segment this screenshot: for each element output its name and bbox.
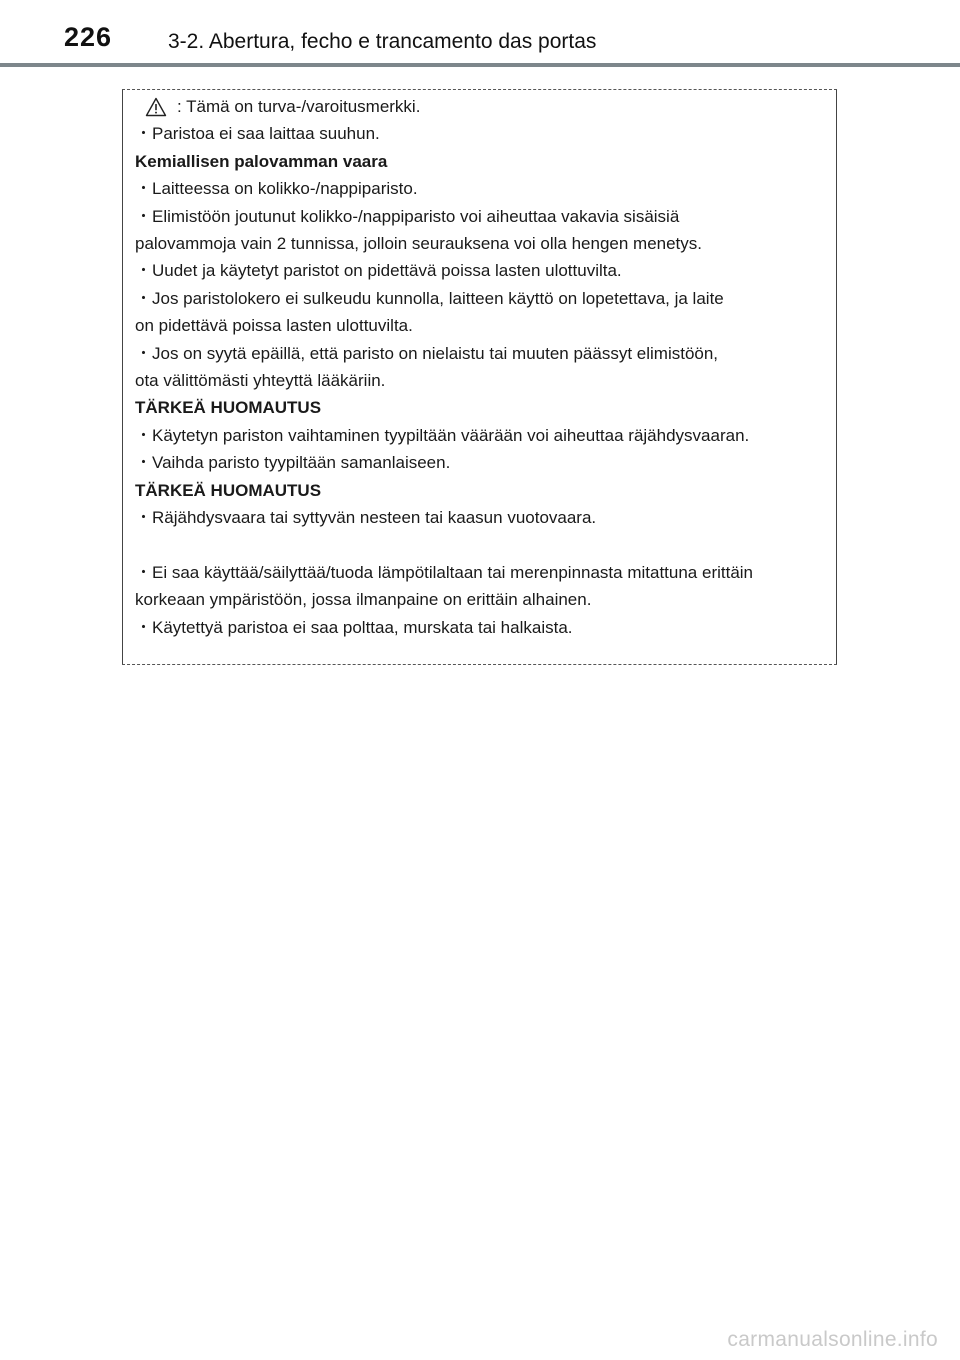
warning-text-line: korkeaan ympäristöön, jossa ilmanpaine on erittäin alhainen. (135, 590, 592, 610)
warning-lines (135, 120, 835, 641)
warning-text-line: ・Vaihda paristo tyypiltään samanlaiseen. (135, 453, 451, 473)
warning-box-content (135, 93, 835, 641)
chapter-title: 3-2. Abertura, fecho e trancamento das portas (168, 30, 597, 53)
warning-text-line: ・Paristoa ei saa laittaa suuhun. (135, 124, 380, 144)
warning-text-line: ・Jos paristolokero ei sulkeudu kunnolla, laitteen käyttö on lopetettava, ja laite (135, 288, 724, 308)
symbol-caption-text: : Tämä on turva-/varoitusmerkki. (177, 97, 421, 116)
section-heading: Kemiallisen palovamman vaara (135, 151, 388, 171)
warning-text-line: on pidettävä poissa lasten ulottuvilta. (135, 316, 413, 336)
header-rule (0, 63, 960, 67)
page-header (0, 0, 960, 66)
warning-text-line: ・Laitteessa on kolikko-/nappiparisto. (135, 179, 418, 199)
warning-text-line: ・Jos on syytä epäillä, että paristo on nielaistu tai muuten päässyt elimistöön, (135, 343, 719, 363)
warning-text-line: ・Käytettyä paristoa ei saa polttaa, murskata tai halkaista. (135, 617, 573, 637)
warning-box (122, 89, 837, 665)
section-heading: TÄRKEÄ HUOMAUTUS (135, 480, 322, 500)
page-number: 226 (64, 22, 113, 52)
blank-line (135, 532, 835, 559)
warning-text-line: ・Uudet ja käytetyt paristot on pidettävä poissa lasten ulottuvilta. (135, 261, 622, 281)
watermark: carmanualsonline.info (727, 1328, 938, 1351)
warning-text-line: ・Elimistöön joutunut kolikko-/nappiparisto voi aiheuttaa vakavia sisäisiä (135, 206, 680, 226)
warning-text-line: ・Räjähdysvaara tai syttyvän nesteen tai kaasun vuotovaara. (135, 508, 597, 528)
warning-text-line: ota välittömästi yhteyttä lääkäriin. (135, 371, 386, 391)
section-heading: TÄRKEÄ HUOMAUTUS (135, 398, 322, 418)
warning-symbol-caption (135, 93, 835, 120)
warning-triangle-icon (145, 97, 167, 117)
warning-text-line: ・Käytetyn pariston vaihtaminen tyypiltään väärään voi aiheuttaa räjähdysvaaran. (135, 425, 750, 445)
warning-text-line: palovammoja vain 2 tunnissa, jolloin seurauksena voi olla hengen menetys. (135, 234, 703, 254)
warning-text-line: ・Ei saa käyttää/säilyttää/tuoda lämpötilaltaan tai merenpinnasta mitattuna erittäin (135, 562, 754, 582)
